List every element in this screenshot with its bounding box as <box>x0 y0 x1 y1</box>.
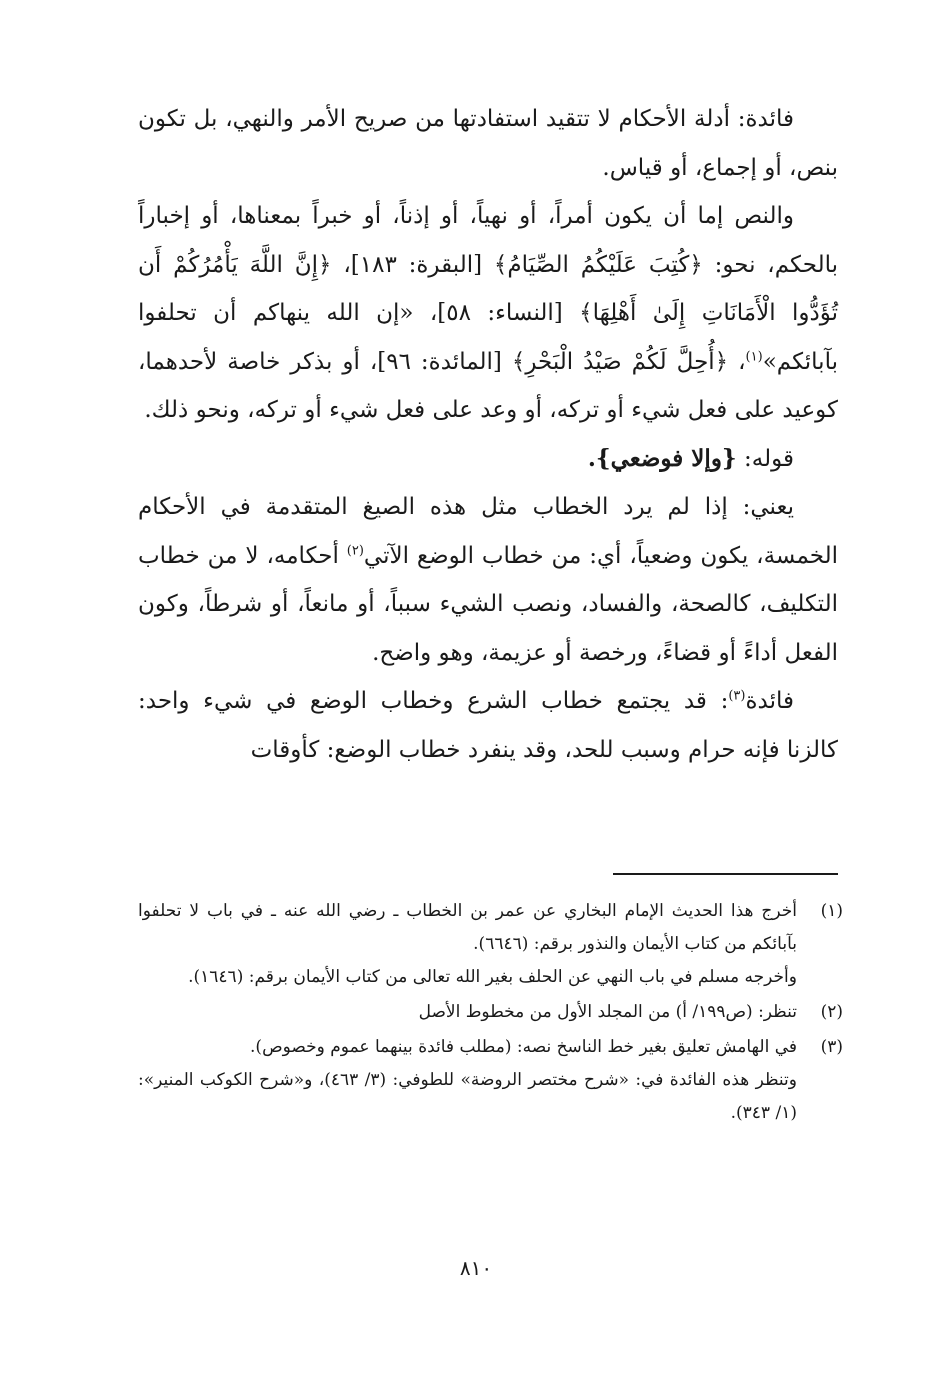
footnote-number: (٢) <box>820 1002 843 1022</box>
footnote-line: في الهامش تعليق بغير خط الناسخ نصه: (مطلب فائدة بينهما عموم وخصوص). <box>250 1037 797 1057</box>
paragraph-nass <box>138 192 838 435</box>
paragraph-text: : قد يجتمع خطاب الشرع وخطاب الوضع في شيء واحد: كالزنا فإنه حرام وسبب للحد، وقد ينفرد خطاب الوضع: كأوقات <box>138 688 838 763</box>
footnotes <box>138 895 843 1132</box>
quote-label: قوله: <box>744 445 794 472</box>
footnote-line: وأخرجه مسلم في باب النهي عن الحلف بغير الله تعالى من كتاب الأيمان برقم: (١٦٤٦). <box>188 967 797 987</box>
footnote-line: وتنظر هذه الفائدة في: «شرح مختصر الروضة» للطوفي: (٣/ ٤٦٣)، و«شرح الكوكب المنير»: (١/ ٣٤٣). <box>138 1070 798 1123</box>
paragraph-text: والنص إما أن يكون أمراً، أو نهياً، أو إذناً، أو خبراً بمعناها، أو إخباراً بالحكم، نحو: ﴿كُتِبَ عَلَيْكُمُ الصِّيَامُ﴾ [البقرة: ١٨٣]، ﴿إِنَّ اللَّهَ يَأْمُرُكُمْ أَن تُؤَدُّوا الْأَمَانَاتِ إِلَىٰ أَهْلِهَا﴾ [النساء: ٥٨]، «إن الله ينهاكم أن تحلفوا بآبائكم» <box>138 203 839 375</box>
footnote-3 <box>138 1031 843 1130</box>
matn-quote: {وإلا فوضعي}. <box>587 444 737 472</box>
footnote-divider <box>613 873 838 875</box>
paragraph-yani <box>138 483 838 677</box>
footnote-line: أخرج هذا الحديث الإمام البخاري عن عمر بن الخطاب ـ رضي الله عنه ـ في باب لا تحلفوا بآبائكم من كتاب الأيمان والنذور برقم: (٦٦٤٦). <box>138 901 797 954</box>
main-text <box>138 95 838 774</box>
paragraph-fawaid-adilla <box>138 95 838 192</box>
footnote-number: (١) <box>820 901 843 921</box>
page-number: ٨١٠ <box>459 1256 493 1280</box>
footnote-marker-2[interactable]: (٢) <box>346 542 364 558</box>
footnote-body <box>138 996 797 1029</box>
footnote-marker-3[interactable]: (٣) <box>728 688 746 704</box>
footnote-number: (٣) <box>820 1037 843 1057</box>
paragraph-qawluhu <box>138 435 838 484</box>
footnote-1 <box>138 895 843 994</box>
paragraph-text: يعني: إذا لم يرد الخطاب مثل هذه الصيغ المتقدمة في الأحكام الخمسة، يكون وضعياً، أي: من خطاب الوضع الآتي <box>138 494 838 569</box>
footnote-line: تنظر: (ص١٩٩/ أ) من المجلد الأول من مخطوط الأصل <box>418 1002 797 1022</box>
paragraph-text: فائدة: أدلة الأحكام لا تتقيد استفادتها من صريح الأمر والنهي، بل تكون بنص، أو إجماع، أو قياس. <box>138 106 838 181</box>
footnote-2 <box>138 996 843 1029</box>
footnote-marker-1[interactable]: (١) <box>745 348 763 364</box>
footnote-body <box>138 1031 797 1130</box>
paragraph-text: أحكامه، لا من خطاب التكليف، كالصحة، والفساد، ونصب الشيء سبباً، أو مانعاً، أو شرطاً، وكون الفعل أداءً أو قضاءً، ورخصة أو عزيمة، وهو واضح. <box>138 542 838 666</box>
footnote-body <box>138 895 797 994</box>
paragraph-faida-ijtima <box>138 677 838 774</box>
paragraph-text: فائدة <box>745 688 794 714</box>
paragraph-text: ، ﴿أُحِلَّ لَكُمْ صَيْدُ الْبَحْرِ﴾ [المائدة: ٩٦]، أو بذكر خاصة لأحدهما، كوعيد على فعل شيء أو تركه، أو وعد على فعل شيء أو تركه، ونحو ذلك. <box>138 348 838 423</box>
